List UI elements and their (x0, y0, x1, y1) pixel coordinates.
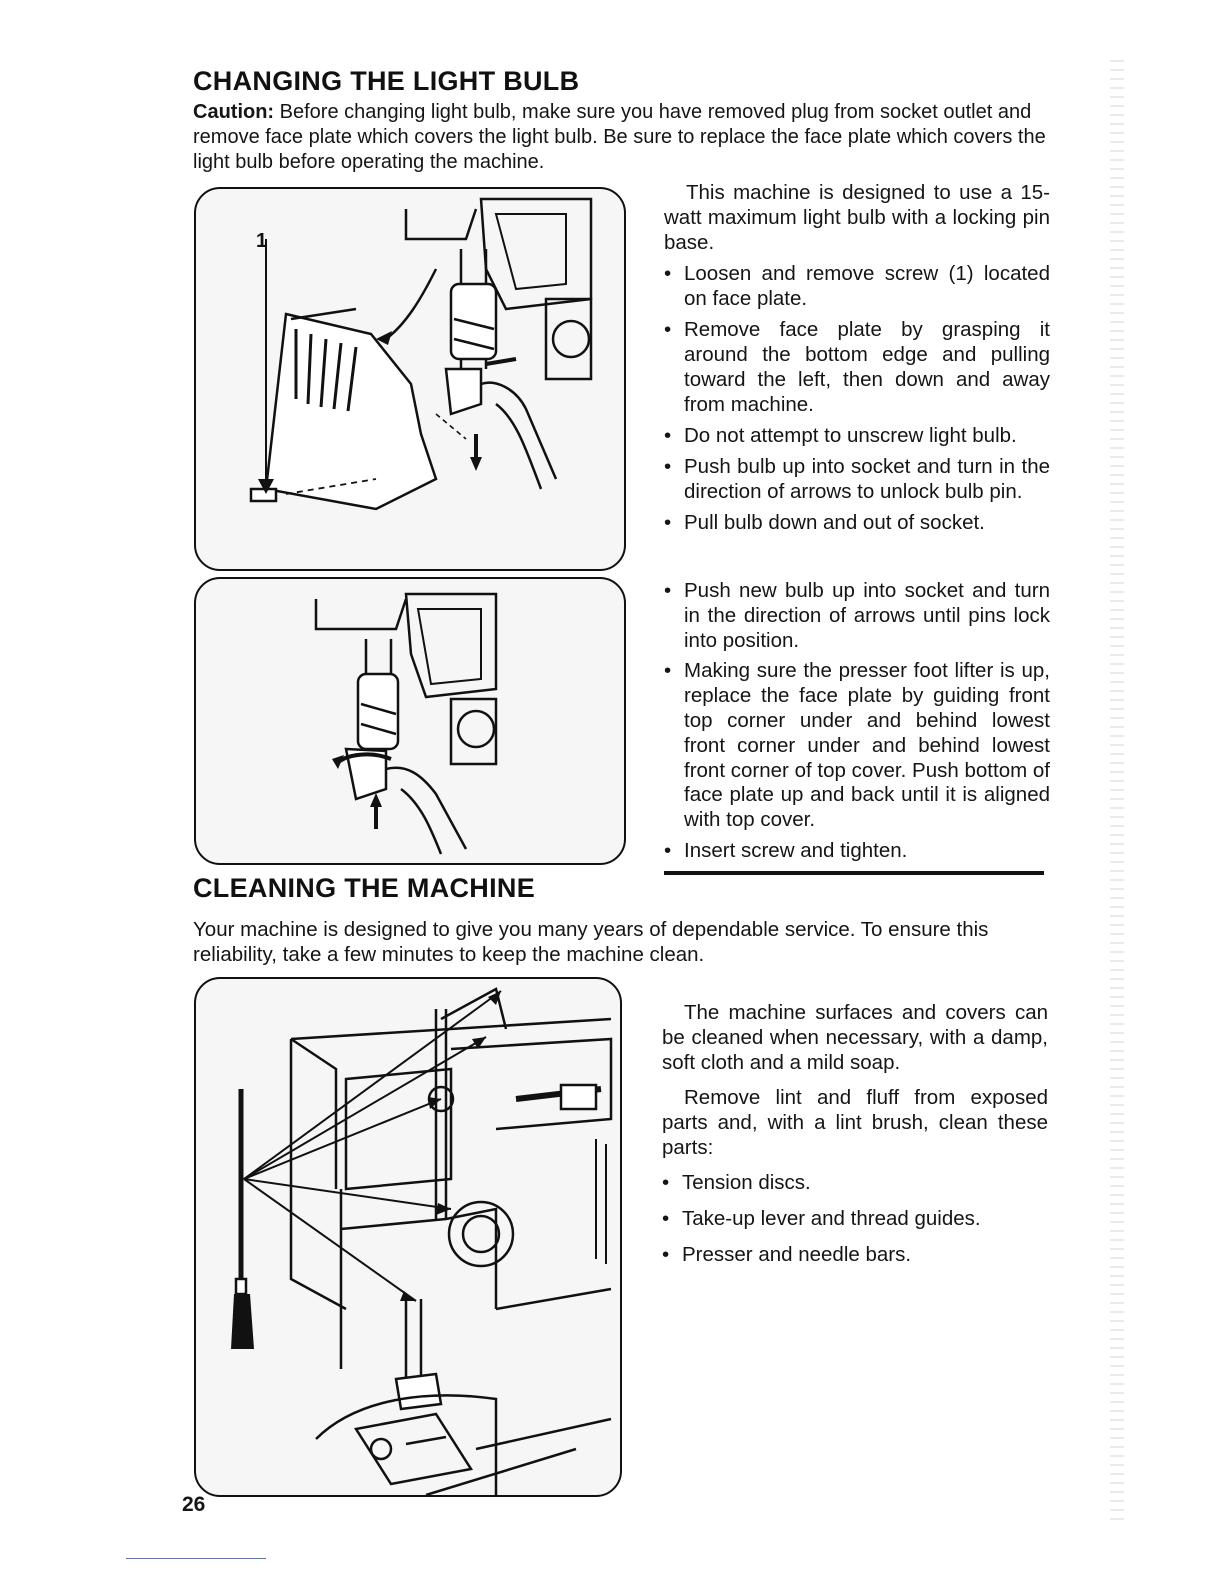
cleaning-parts-list (662, 1170, 1048, 1267)
light-bulb-steps-a (664, 261, 1050, 535)
list-item: • Take-up lever and thread guides. (662, 1206, 1048, 1231)
page-edge-scan-artifact (1110, 60, 1124, 1520)
section-divider (664, 871, 1044, 875)
cleaning-para-2: Remove lint and fluff from exposed parts and, with a lint brush, clean these parts: (662, 1086, 1048, 1159)
list-item: • Making sure the presser foot lifter is up, replace the face plate by guiding front top corner under and behind lowest front corner under and behind lowest front corner of top cover. Push bottom of face plate up and back until it is aligned with top cover. (664, 659, 1050, 833)
list-item: • Push bulb up into socket and turn in the direction of arrows to unlock bulb pin. (664, 454, 1050, 504)
section-title-light-bulb: CHANGING THE LIGHT BULB (193, 66, 580, 96)
list-item: • Push new bulb up into socket and turn in the direction of arrows until pins lock into position. (664, 579, 1050, 653)
figure-insert-bulb (194, 577, 626, 865)
cleaning-para-1: The machine surfaces and covers can be cleaned when necessary, with a damp, soft cloth and a mild soap. (662, 1001, 1048, 1074)
figure-remove-face-plate (194, 187, 626, 571)
light-bulb-intro: This machine is designed to use a 15-watt maximum light bulb with a locking pin base. (664, 181, 1050, 254)
callout-1: 1 (256, 230, 268, 252)
caution-label: Caution: (193, 101, 275, 123)
face-plate-illustration (196, 189, 624, 569)
caution-note (193, 100, 1053, 175)
light-bulb-steps-b (664, 579, 1050, 864)
section-title-cleaning: CLEANING THE MACHINE (193, 873, 535, 903)
list-item: • Pull bulb down and out of socket. (664, 510, 1050, 535)
figure-cleaning-machine (194, 977, 622, 1497)
list-item: • Do not attempt to unscrew light bulb. (664, 423, 1050, 448)
page-number: 26 (182, 1493, 206, 1516)
light-bulb-instructions-b (664, 579, 1050, 870)
cleaning-illustration (196, 979, 620, 1495)
list-item: • Insert screw and tighten. (664, 839, 1050, 864)
list-item: • Loosen and remove screw (1) located on face plate. (664, 261, 1050, 311)
list-item: • Remove face plate by grasping it around the bottom edge and pulling toward the left, then down and away from machine. (664, 317, 1050, 417)
list-item: • Presser and needle bars. (662, 1242, 1048, 1267)
light-bulb-instructions-a (664, 180, 1050, 541)
bottom-edge-line (126, 1558, 266, 1559)
list-item: • Tension discs. (662, 1170, 1048, 1195)
cleaning-instructions (662, 1000, 1048, 1273)
caution-text: Before changing light bulb, make sure you have removed plug from socket outlet and remove face plate which covers the light bulb. Be sure to replace the face plate which covers the light bulb before operating the machine. (193, 101, 1046, 173)
cleaning-intro: Your machine is designed to give you many years of dependable service. To ensure this reliability, take a few minutes to keep the machine clean. (193, 918, 989, 966)
insert-bulb-illustration (196, 579, 624, 863)
